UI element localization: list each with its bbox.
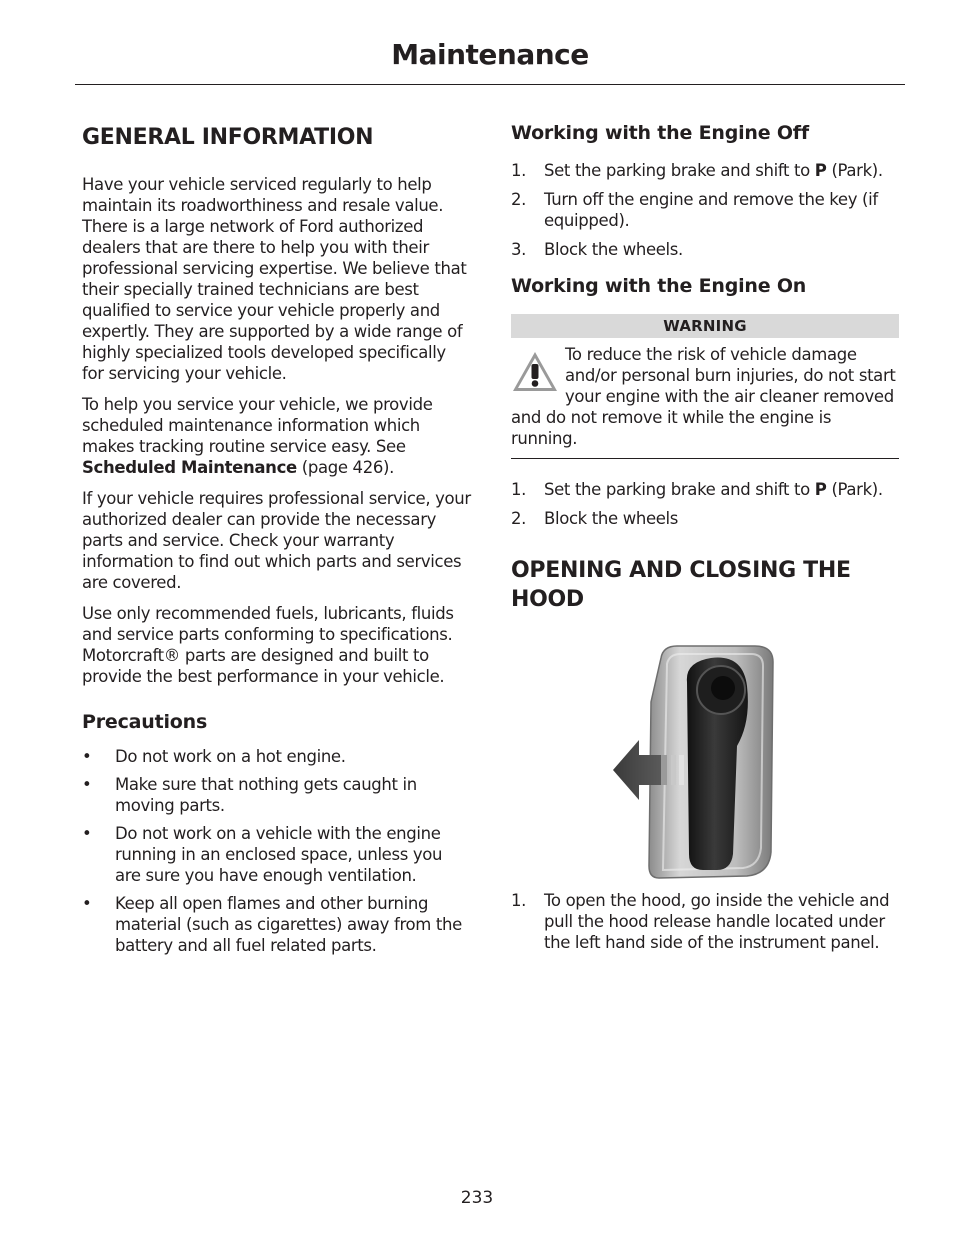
bullet-marker: •	[82, 894, 92, 913]
list-item	[511, 890, 899, 953]
step-text: Set the parking brake and shift to	[544, 480, 815, 499]
page-header	[75, 36, 905, 85]
scheduled-maintenance-link[interactable]: Scheduled Maintenance	[82, 458, 297, 477]
general-paragraph-4: Use only recommended fuels, lubricants, fluids and service parts conforming to specifications. Motorcraft® parts are designed and built to provide the best performance in your vehicle.	[82, 604, 454, 686]
warning-box	[511, 344, 899, 459]
step-number: 1.	[511, 891, 527, 910]
step-text: To open the hood, go inside the vehicle and pull the hood release handle located under the left hand side of the instrument panel.	[544, 891, 890, 952]
engine-off-steps	[511, 160, 899, 260]
general-paragraph-2	[82, 394, 472, 478]
list-item	[511, 189, 899, 231]
step-text: Block the wheels.	[544, 240, 683, 259]
right-column	[511, 118, 899, 953]
step-text: Block the wheels	[544, 509, 679, 528]
list-item-text: Do not work on a hot engine.	[115, 747, 346, 766]
step-text: (Park).	[826, 480, 883, 499]
hood-release-handle-figure	[511, 642, 899, 882]
bullet-marker: •	[82, 775, 92, 794]
general-paragraph-1: Have your vehicle serviced regularly to help maintain its roadworthiness and resale value. There is a large network of Ford authorized dealers that are there to help you with their professional servicing expertise. We believe that their specially trained technicians are best qualified to service your vehicle properly and expertly. They are supported by a wide range of highly specialized tools developed specifically for servicing your vehicle.	[82, 175, 467, 383]
step-number: 3.	[511, 240, 527, 259]
page-title: Maintenance	[391, 38, 589, 71]
page-number: 233	[460, 1188, 494, 1208]
list-item	[511, 479, 899, 500]
general-information-heading: GENERAL INFORMATION	[82, 125, 374, 150]
engine-off-heading: Working with the Engine Off	[511, 122, 809, 144]
step-number: 1.	[511, 161, 527, 180]
list-item-text: Do not work on a vehicle with the engine running in an enclosed space, unless you are sure you have enough ventilation.	[115, 824, 443, 885]
engine-on-steps	[511, 479, 899, 529]
list-item	[511, 239, 899, 260]
step-number: 2.	[511, 190, 527, 209]
list-item-text: Make sure that nothing gets caught in moving parts.	[115, 775, 417, 815]
precautions-list	[82, 746, 472, 956]
bullet-marker: •	[82, 824, 92, 843]
park-gear-letter: P	[814, 480, 827, 499]
list-item	[82, 746, 472, 767]
step-text: Set the parking brake and shift to	[544, 161, 815, 180]
general-paragraph-3: If your vehicle requires professional service, your authorized dealer can provide the necessary parts and service. Check your warranty information to find out which parts and services are covered.	[82, 489, 471, 592]
hood-release-handle-icon	[511, 642, 899, 882]
step-number: 2.	[511, 509, 527, 528]
left-column	[82, 118, 472, 956]
step-number: 1.	[511, 480, 527, 499]
hood-steps	[511, 890, 899, 953]
park-gear-letter: P	[814, 161, 827, 180]
list-item	[511, 508, 899, 529]
step-text: (Park).	[826, 161, 883, 180]
hood-heading: OPENING AND CLOSING THE HOOD	[511, 558, 851, 612]
warning-label: WARNING	[511, 314, 899, 338]
list-item	[511, 160, 899, 181]
warning-triangle-icon	[511, 350, 559, 394]
list-item-text: Keep all open flames and other burning material (such as cigarettes) away from the battery and all fuel related parts.	[115, 894, 462, 955]
engine-on-heading: Working with the Engine On	[511, 275, 807, 297]
step-text: Turn off the engine and remove the key (if equipped).	[544, 190, 878, 230]
list-item	[82, 893, 472, 956]
bullet-marker: •	[82, 747, 92, 766]
list-item	[82, 823, 472, 886]
page-reference: (page 426).	[296, 458, 394, 477]
general-paragraph-2-text: To help you service your vehicle, we provide scheduled maintenance information which makes tracking routine service easy. See	[82, 395, 433, 456]
precautions-heading: Precautions	[82, 711, 208, 733]
warning-text: To reduce the risk of vehicle damage and/or personal burn injuries, do not start your engine with the air cleaner removed and do not remove it while the engine is running.	[511, 345, 896, 448]
list-item	[82, 774, 472, 816]
